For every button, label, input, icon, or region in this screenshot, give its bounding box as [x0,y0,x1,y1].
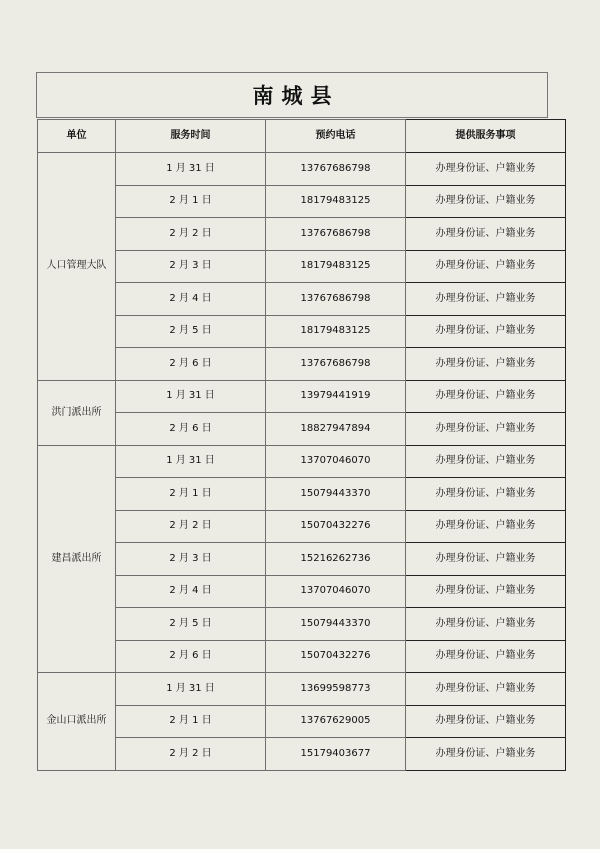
phone-cell: 18179483125 [266,185,406,218]
service-cell: 办理身份证、户籍业务 [406,673,566,706]
county-title: 南城县 [252,83,340,108]
table-row [38,673,566,706]
service-cell: 办理身份证、户籍业务 [406,510,566,543]
service-cell: 办理身份证、户籍业务 [406,608,566,641]
date-cell: 1 月 31 日 [116,673,266,706]
date-cell: 2 月 6 日 [116,640,266,673]
service-cell: 办理身份证、户籍业务 [406,348,566,381]
unit-cell: 金山口派出所 [38,673,116,771]
header-phone: 预约电话 [266,120,406,153]
unit-cell: 人口管理大队 [38,153,116,381]
table-row [38,185,566,218]
date-cell: 2 月 5 日 [116,315,266,348]
service-cell: 办理身份证、户籍业务 [406,380,566,413]
phone-cell: 13767686798 [266,348,406,381]
phone-cell: 15070432276 [266,510,406,543]
date-cell: 2 月 1 日 [116,185,266,218]
date-cell: 1 月 31 日 [116,445,266,478]
date-cell: 2 月 6 日 [116,348,266,381]
table-row [38,608,566,641]
phone-cell: 13699598773 [266,673,406,706]
service-cell: 办理身份证、户籍业务 [406,218,566,251]
service-cell: 办理身份证、户籍业务 [406,413,566,446]
header-services: 提供服务事项 [406,120,566,153]
table-row [38,575,566,608]
table-row [38,348,566,381]
table-row [38,413,566,446]
phone-cell: 15079443370 [266,608,406,641]
service-cell: 办理身份证、户籍业务 [406,283,566,316]
service-cell: 办理身份证、户籍业务 [406,185,566,218]
service-cell: 办理身份证、户籍业务 [406,478,566,511]
header-row [38,120,566,153]
unit-cell: 洪门派出所 [38,380,116,445]
table-row [38,250,566,283]
date-cell: 2 月 2 日 [116,510,266,543]
date-cell: 2 月 1 日 [116,478,266,511]
table-row [38,510,566,543]
phone-cell: 13767686798 [266,153,406,186]
phone-cell: 18179483125 [266,250,406,283]
service-cell: 办理身份证、户籍业务 [406,153,566,186]
date-cell: 2 月 1 日 [116,705,266,738]
table-row [38,283,566,316]
date-cell: 2 月 6 日 [116,413,266,446]
table-row [38,640,566,673]
phone-cell: 13767686798 [266,283,406,316]
date-cell: 2 月 5 日 [116,608,266,641]
table-row [38,380,566,413]
table-body [38,153,566,771]
phone-cell: 18827947894 [266,413,406,446]
date-cell: 2 月 3 日 [116,543,266,576]
phone-cell: 18179483125 [266,315,406,348]
phone-cell: 13767629005 [266,705,406,738]
table-row [38,478,566,511]
phone-cell: 15070432276 [266,640,406,673]
phone-cell: 13707046070 [266,445,406,478]
date-cell: 2 月 4 日 [116,283,266,316]
date-cell: 1 月 31 日 [116,380,266,413]
service-cell: 办理身份证、户籍业务 [406,445,566,478]
header-service-time: 服务时间 [116,120,266,153]
date-cell: 2 月 2 日 [116,738,266,771]
unit-cell: 建昌派出所 [38,445,116,673]
table-row [38,218,566,251]
header-unit: 单位 [38,120,116,153]
service-cell: 办理身份证、户籍业务 [406,640,566,673]
service-schedule-table [37,119,566,771]
phone-cell: 13707046070 [266,575,406,608]
service-cell: 办理身份证、户籍业务 [406,315,566,348]
table-row [38,315,566,348]
date-cell: 2 月 4 日 [116,575,266,608]
date-cell: 1 月 31 日 [116,153,266,186]
phone-cell: 13767686798 [266,218,406,251]
table-row [38,738,566,771]
title-box [36,72,548,118]
service-cell: 办理身份证、户籍业务 [406,738,566,771]
service-cell: 办理身份证、户籍业务 [406,250,566,283]
service-cell: 办理身份证、户籍业务 [406,575,566,608]
table-row [38,445,566,478]
date-cell: 2 月 3 日 [116,250,266,283]
phone-cell: 15179403677 [266,738,406,771]
phone-cell: 15079443370 [266,478,406,511]
table-row [38,153,566,186]
service-cell: 办理身份证、户籍业务 [406,705,566,738]
table-row [38,705,566,738]
service-cell: 办理身份证、户籍业务 [406,543,566,576]
date-cell: 2 月 2 日 [116,218,266,251]
phone-cell: 15216262736 [266,543,406,576]
phone-cell: 13979441919 [266,380,406,413]
table-row [38,543,566,576]
